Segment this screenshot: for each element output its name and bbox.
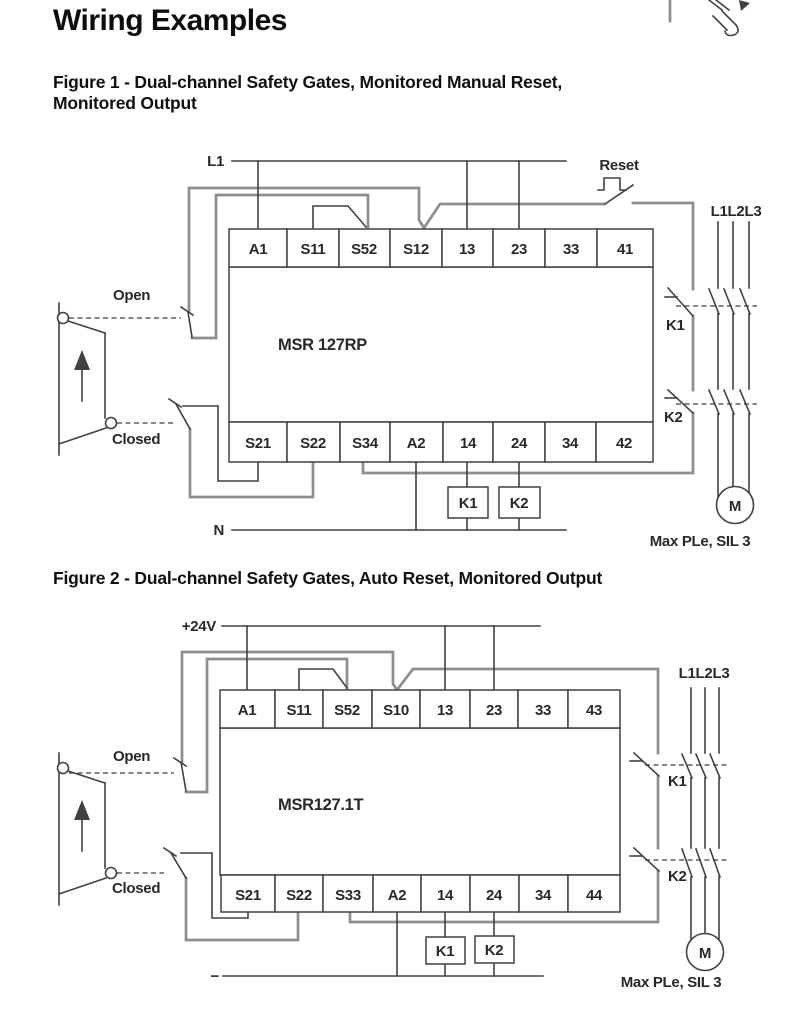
figure2-k1-label: K1 <box>668 773 687 790</box>
figure1-gate-symbol <box>58 303 117 455</box>
terminal-cell <box>275 875 323 912</box>
terminal-cell <box>493 422 545 462</box>
terminal-label: S11 <box>300 241 326 258</box>
terminal-label: 24 <box>510 435 528 452</box>
figure1-k1-label: K1 <box>666 317 685 334</box>
terminal-label: S21 <box>235 887 261 904</box>
terminal-label: 42 <box>615 435 633 452</box>
figure2-open-switch <box>174 758 186 791</box>
figure1-k2-coil <box>499 487 540 518</box>
terminal-cell <box>323 875 373 912</box>
figure1-terminal-row-top <box>229 229 653 267</box>
figure2-gate-symbol <box>58 753 117 905</box>
gate-arrow-icon <box>74 800 90 820</box>
terminal-cell <box>443 422 493 462</box>
figure1-terminal-row-bottom <box>229 422 653 462</box>
terminal-label: 33 <box>562 241 580 258</box>
terminal-label: S12 <box>403 241 429 258</box>
figure1-rating-label: Max PLe, SIL 3 <box>649 533 751 550</box>
terminal-label: A1 <box>237 702 257 719</box>
terminal-label: A2 <box>406 435 426 452</box>
terminal-label: 13 <box>458 241 476 258</box>
terminal-label: 33 <box>534 702 552 719</box>
terminal-label: 34 <box>561 435 579 452</box>
figure1-reset-button <box>598 178 633 204</box>
terminal-label: S52 <box>351 241 377 258</box>
figure1-caption-line1: Figure 1 - Dual-channel Safety Gates, Monitored Manual Reset, <box>53 72 563 92</box>
figure1-closed-switch <box>169 399 190 429</box>
figure1-k2-label: K2 <box>664 409 683 426</box>
terminal-cell <box>597 229 653 267</box>
terminal-cell <box>470 690 518 728</box>
terminal-label: 44 <box>585 887 603 904</box>
terminal-cell <box>519 875 568 912</box>
terminal-label: 41 <box>616 241 634 258</box>
figure2-terminal-row-top <box>220 690 620 728</box>
gate-arrow-icon <box>74 350 90 370</box>
terminal-cell <box>390 422 443 462</box>
terminal-cell <box>287 229 339 267</box>
corner-arrowhead-icon <box>739 0 750 11</box>
terminal-label: 14 <box>436 887 454 904</box>
figure1-closed-label: Closed <box>112 431 161 448</box>
terminal-cell <box>220 690 275 728</box>
terminal-label: 43 <box>585 702 603 719</box>
figure2-caption-line1: Figure 2 - Dual-channel Safety Gates, Auto Reset, Monitored Output <box>53 568 603 588</box>
figure1-diagram <box>58 153 762 550</box>
figure2-k2-coil <box>475 936 514 963</box>
coil-label: K1 <box>458 495 478 512</box>
terminal-cell <box>390 229 442 267</box>
figure1-motor <box>717 487 754 524</box>
figure2-terminal-row-bottom <box>221 875 620 912</box>
terminal-cell <box>373 875 421 912</box>
terminal-label: 23 <box>510 241 528 258</box>
figure2-relay-name: MSR127.1T <box>278 796 364 814</box>
terminal-cell <box>518 690 568 728</box>
terminal-label: S22 <box>300 435 326 452</box>
terminal-label: 23 <box>485 702 503 719</box>
terminal-cell <box>442 229 493 267</box>
terminal-label: A1 <box>248 241 268 258</box>
terminal-label: S11 <box>286 702 312 719</box>
terminal-label: 24 <box>485 887 503 904</box>
terminal-cell <box>287 422 340 462</box>
terminal-cell <box>229 229 287 267</box>
terminal-label: S10 <box>383 702 409 719</box>
terminal-cell <box>545 422 596 462</box>
terminal-label: S33 <box>335 887 361 904</box>
figure2-k2-label: K2 <box>668 868 687 885</box>
figure1-open-switch <box>181 307 193 337</box>
terminal-cell <box>221 875 275 912</box>
terminal-cell <box>275 690 323 728</box>
figure1-reset-label: Reset <box>599 157 639 174</box>
figure1-relay-name: MSR 127RP <box>278 336 368 354</box>
gate-hinge-closed <box>106 868 117 879</box>
figure2-k1-coil <box>426 937 465 964</box>
terminal-cell <box>470 875 519 912</box>
terminal-label: 14 <box>459 435 477 452</box>
terminal-cell <box>568 875 620 912</box>
terminal-cell <box>568 690 620 728</box>
terminal-cell <box>421 875 470 912</box>
terminal-label: 34 <box>534 887 552 904</box>
terminal-label: S21 <box>245 435 271 452</box>
figure2-motor <box>687 934 724 971</box>
terminal-cell <box>545 229 597 267</box>
terminal-cell <box>596 422 653 462</box>
terminal-cell <box>493 229 545 267</box>
terminal-cell <box>372 690 420 728</box>
coil-label: K2 <box>509 495 529 512</box>
figure2-diagram <box>58 618 730 991</box>
figure2-phase-label: L1L2L3 <box>678 665 730 682</box>
coil-label: K1 <box>435 943 455 960</box>
figure1-supply-label: L1 <box>207 153 224 170</box>
terminal-cell <box>339 229 390 267</box>
terminal-label: 13 <box>436 702 454 719</box>
figure2-supply-label: +24V <box>181 618 216 635</box>
coil-label: K2 <box>484 942 504 959</box>
terminal-label: S34 <box>352 435 378 452</box>
terminal-cell <box>420 690 470 728</box>
terminal-label: A2 <box>387 887 407 904</box>
gate-hinge-open <box>58 313 69 324</box>
terminal-cell <box>323 690 372 728</box>
terminal-label: S22 <box>286 887 312 904</box>
figure2-closed-label: Closed <box>112 880 161 897</box>
gate-hinge-closed <box>106 418 117 429</box>
motor-label: M <box>728 498 742 515</box>
figure1-k1-coil <box>448 487 488 518</box>
terminal-cell <box>229 422 287 462</box>
figure1-caption-line2: Monitored Output <box>53 93 197 113</box>
figure1-open-label: Open <box>113 287 151 304</box>
page-title: Wiring Examples <box>53 4 287 37</box>
gate-hinge-open <box>58 763 69 774</box>
figure1-neutral-label: N <box>213 522 224 539</box>
terminal-label: S52 <box>334 702 360 719</box>
terminal-cell <box>340 422 390 462</box>
figure2-rating-label: Max PLe, SIL 3 <box>620 974 722 991</box>
figure2-open-label: Open <box>113 748 151 765</box>
page-corner-illustration <box>670 0 750 36</box>
figure2-minus-label: − <box>210 968 219 985</box>
motor-label: M <box>698 945 712 962</box>
figure1-phase-label: L1L2L3 <box>710 203 762 220</box>
